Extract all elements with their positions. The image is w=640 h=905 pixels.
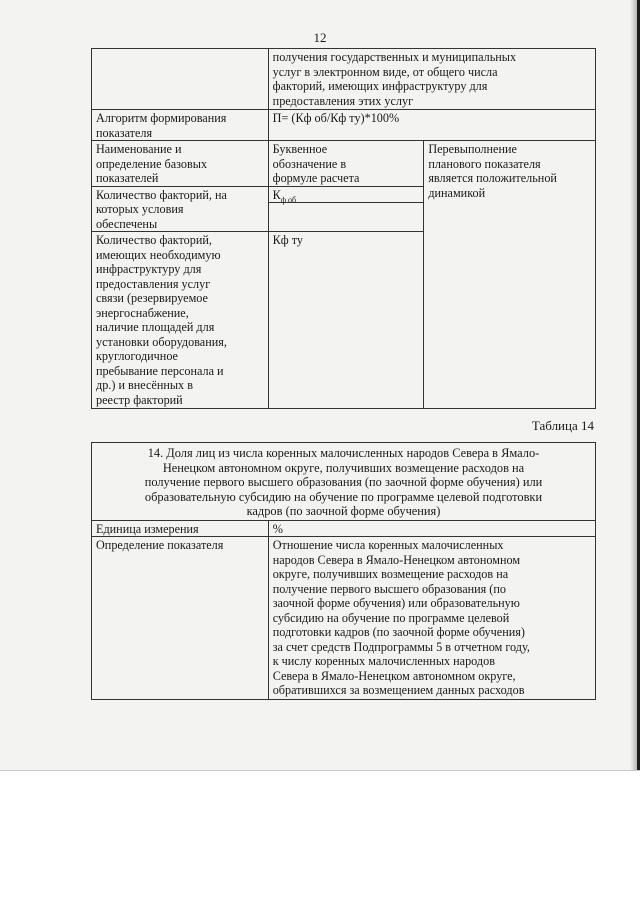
- table-row: [92, 520, 596, 537]
- definition-value: Отношение числа коренных малочисленных народов Севера в Ямало-Ненецком автономном округе, получивших возмещение расходов на получение первого высшего образования (по заочной форме обучения) или образовательную субсидию на обучение по программе целевой подготовки кадров (по заочной форме обучения) за счет средств Подпрограммы 5 в отчетном году, к числу коренных малочисленных народов Севера в Ямало-Ненецком автономном округе, обратившихся за возмещением данных расходов: [268, 537, 595, 700]
- indicator-title: 14. Доля лиц из числа коренных малочисленных народов Севера в Ямало- Ненецком автономном округе, получивших возмещение расходов на получение первого высшего образования (по заочной форме обучения) или образовательную субсидию на обучение по программе целевой подготовки кадров (по заочной форме обучения): [92, 443, 596, 521]
- base-indicator-name: Количество факторий, имеющих необходимую инфраструктуру для предоставления услуг связи (резервируемое энергоснабжение, наличие площадей для установки оборудования, круглогодичное пребывание персонала и др.) и внесённых в реестр факторий: [92, 232, 269, 409]
- symbol-base: К: [272, 187, 281, 202]
- formula-value: П= (Кф об/Кф ту)*100%: [268, 110, 595, 141]
- unit-label: Единица измерения: [92, 520, 269, 537]
- scan-edge-shadow: [630, 0, 640, 770]
- table-row: [92, 141, 596, 187]
- continuation-text: получения государственных и муниципальных услуг в электронном виде, от общего числа факторий, имеющих инфраструктуру для предоставления этих услуг: [268, 49, 595, 110]
- dynamics-note: Перевыполнение планового показателя является положительной динамикой: [424, 141, 596, 409]
- empty-cell: [268, 203, 424, 232]
- table-row: [92, 443, 596, 521]
- empty-cell: [92, 49, 269, 110]
- table-row: [92, 537, 596, 700]
- table-row: [92, 110, 596, 141]
- indicator-table-14: [91, 442, 596, 700]
- unit-value: %: [268, 520, 595, 537]
- base-indicators-header: Наименование и определение базовых показателей: [92, 141, 269, 187]
- symbol-header: Буквенное обозначение в формуле расчета: [268, 141, 424, 187]
- definition-label: Определение показателя: [92, 537, 269, 700]
- table-row: [92, 49, 596, 110]
- indicator-table-13-continuation: [91, 48, 596, 409]
- base-indicator-symbol: [268, 186, 424, 203]
- base-indicator-symbol: Кф ту: [268, 232, 424, 409]
- page-number: 12: [313, 30, 327, 45]
- algorithm-label: Алгоритм формирования показателя: [92, 110, 269, 141]
- base-indicator-name: Количество факторий, на которых условия обеспечены: [92, 186, 269, 232]
- symbol-subscript: ф об: [280, 194, 297, 204]
- table-caption: Таблица 14: [531, 418, 594, 433]
